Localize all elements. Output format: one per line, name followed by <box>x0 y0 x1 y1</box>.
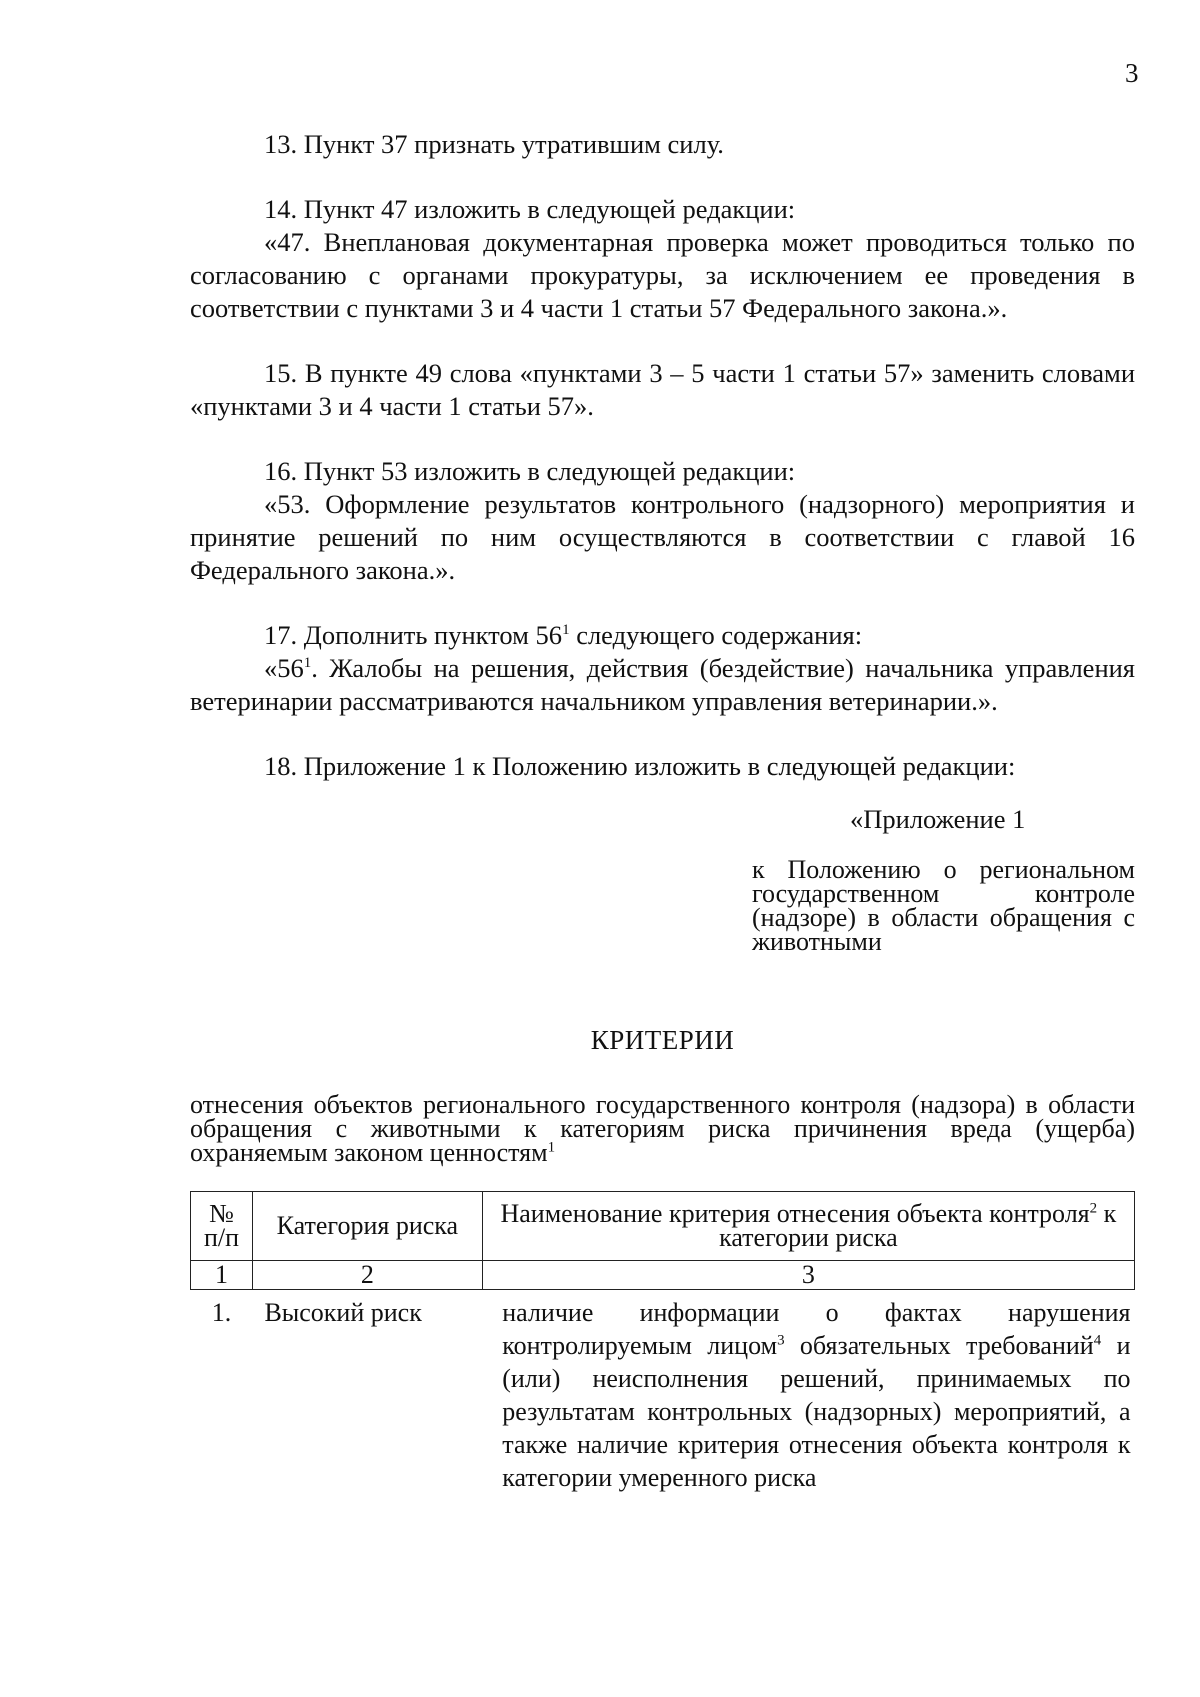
row-number: 1. <box>211 1298 232 1327</box>
appendix-title: «Приложение 1 <box>850 804 1026 834</box>
item-18: 18. Приложение 1 к Положению изложить в следующей редакции: <box>264 751 1016 781</box>
page-number: 3 <box>1125 58 1139 88</box>
criteria-subtitle <box>190 1090 1135 1167</box>
header-criterion-text-end: к категории риска <box>719 1199 1117 1252</box>
row-criterion-text: обязательных требований <box>784 1331 1094 1360</box>
criteria-subtitle-text: отнесения объектов регионального государственного контроля (надзора) в области обращения с животными к категориям риска причинения вреда (ущерба) охраняемым законом ценностям <box>190 1090 1135 1167</box>
footnote-marker-3: 3 <box>777 1332 785 1349</box>
row-criterion-text: и (или) неисполнения решений, принимаемых по результатам контрольных (надзорных) мероприятий, а также наличие критерия отнесения объекта контроля к категории умеренного риска <box>502 1331 1131 1492</box>
column-number: 3 <box>482 1261 1134 1290</box>
item-17-quote-start: «56 <box>264 653 304 683</box>
header-criterion-text: Наименование критерия отнесения объекта контроля <box>500 1199 1090 1228</box>
item-17-text: 17. Дополнить пунктом 56 <box>264 620 563 650</box>
document-body <box>190 128 1135 1495</box>
item-14: 14. Пункт 47 изложить в следующей редакции: <box>264 194 796 224</box>
row-criterion <box>482 1290 1134 1496</box>
item-13: 13. Пункт 37 признать утратившим силу. <box>264 129 724 159</box>
item-14-quote: «47. Внеплановая документарная проверка может проводиться только по согласованию с органами прокуратуры, за исключением ее проведения в соответствии с пунктами 3 и 4 части 1 статьи 57 Федерального закона.». <box>190 227 1135 323</box>
criteria-heading: КРИТЕРИИ <box>590 1025 735 1055</box>
header-number: № п/п <box>191 1192 253 1261</box>
footnote-marker-1: 1 <box>547 1139 556 1156</box>
item-17-quote <box>190 652 1135 718</box>
header-category: Категория риска <box>252 1192 482 1261</box>
table-row <box>191 1290 1135 1496</box>
item-16: 16. Пункт 53 изложить в следующей редакции: <box>264 456 796 486</box>
item-17-quote-superscript: 1 <box>303 655 312 672</box>
column-number: 1 <box>191 1261 253 1290</box>
row-criterion-text: наличие информации о фактах нарушения контролируемым лицом <box>502 1298 1131 1360</box>
footnote-marker-2: 2 <box>1089 1200 1098 1217</box>
item-17-quote-text: . Жалобы на решения, действия (бездействие) начальника управления ветеринарии рассматриваются начальником управления ветеринарии.». <box>190 653 1135 716</box>
item-17-text-end: следующего содержания: <box>569 620 863 650</box>
item-16-quote: «53. Оформление результатов контрольного (надзорного) мероприятия и принятие решений по ним осуществляются в соответствии с главой 16 Федерального закона.». <box>190 489 1135 585</box>
item-17-superscript: 1 <box>562 622 570 639</box>
item-17 <box>190 619 1135 652</box>
criteria-table <box>190 1191 1135 1495</box>
column-number-row <box>191 1261 1135 1290</box>
item-15: 15. В пункте 49 слова «пунктами 3 – 5 части 1 статьи 57» заменить словами «пунктами 3 и 4 части 1 статьи 57». <box>190 358 1135 421</box>
row-category: Высокий риск <box>264 1298 422 1327</box>
table-header-row <box>191 1192 1135 1261</box>
header-criterion <box>482 1192 1134 1261</box>
appendix-reference: к Положению о региональном государственном контроле (надзоре) в области обращения с животными <box>752 855 1135 956</box>
column-number: 2 <box>252 1261 482 1290</box>
footnote-marker-4: 4 <box>1093 1332 1102 1349</box>
